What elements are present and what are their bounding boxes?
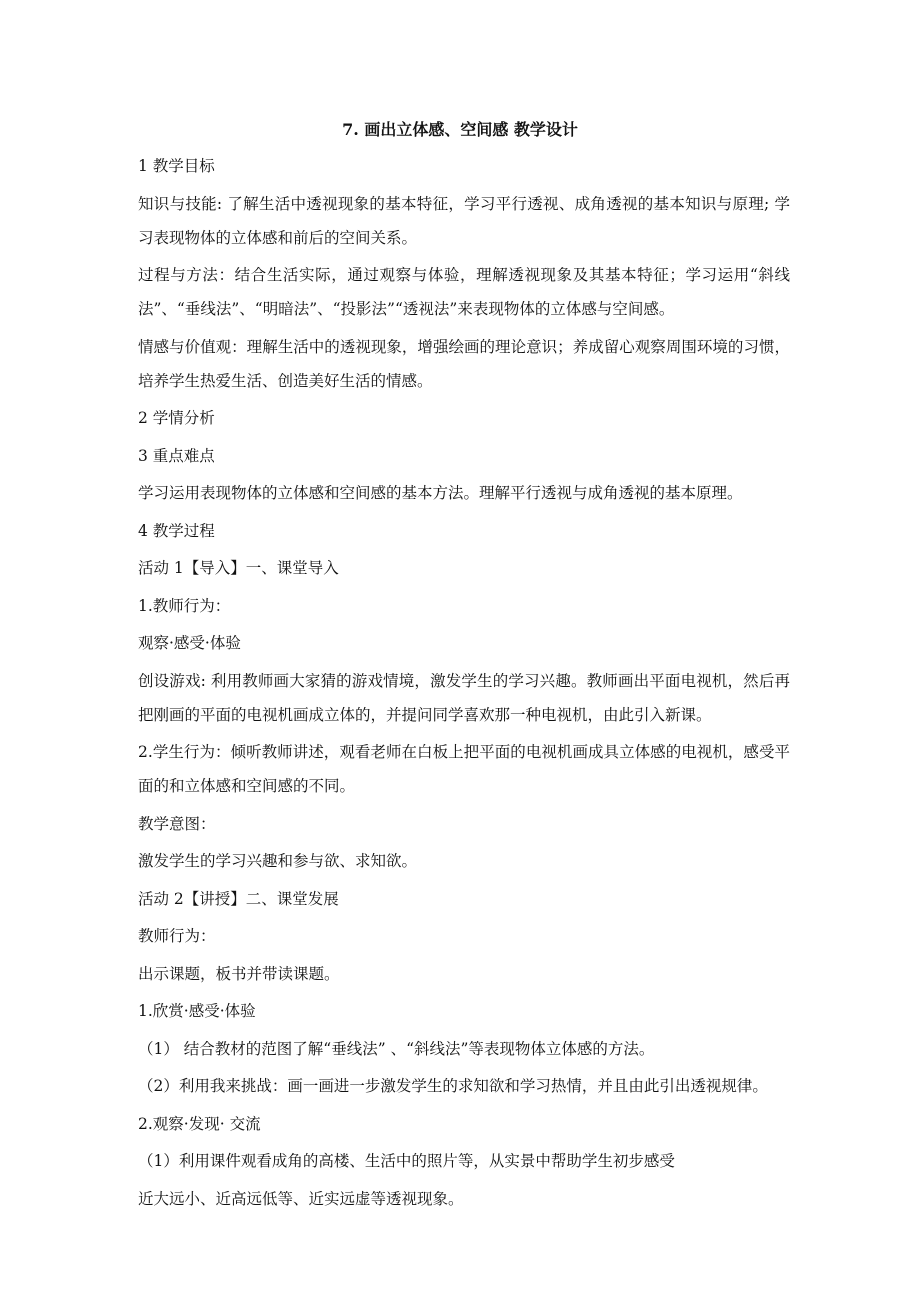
observe-feel-experience: 观察·感受·体验 (138, 634, 241, 652)
perspective-phenomena-text: 近大远小、近高远低等、近实远虚等透视现象。 (138, 1189, 464, 1208)
paragraph-create-game: 创设游戏: 利用教师画大家猜的游戏情境，激发学生的学习兴趣。教师画出平面电视机，然后再把刚画的平面的电视机画成立体的，并提问同学喜欢那一种电视机，由此引入新课。 (138, 671, 790, 724)
teacher-behavior-heading-2: 教师行为： (138, 927, 216, 945)
document-body (138, 156, 790, 1226)
observe-discover-communicate: 2.观察·发现· 交流 (138, 1114, 261, 1133)
activity-1-heading: 活动 1【导入】一、课堂导入 (138, 559, 339, 577)
item-1-methods: （1） 结合教材的范图了解“垂线法” 、“斜线法”等表现物体立体感的方法。 (138, 1039, 655, 1058)
heading-teaching-process: 4 教学过程 (138, 521, 215, 540)
paragraph-knowledge-skills: 知识与技能: 了解生活中透视现象的基本特征，学习平行透视、成角透视的基本知识与原理; 学习表现物体的立体感和前后的空间关系。 (138, 194, 790, 247)
teaching-intention-heading: 教学意图： (138, 814, 216, 833)
heading-student-analysis: 2 学情分析 (138, 409, 215, 427)
document-title: 7. 画出立体感、空间感 教学设计 (342, 120, 578, 139)
paragraph-key-difficulties: 学习运用表现物体的立体感和空间感的基本方法。理解平行透视与成角透视的基本原理。 (138, 484, 743, 502)
heading-key-difficulties: 3 重点难点 (138, 446, 215, 465)
appreciate-feel-experience: 1.欣赏·感受·体验 (138, 1002, 256, 1020)
teaching-intention-text: 激发学生的学习兴趣和参与欲、求知欲。 (138, 852, 418, 870)
item-2-challenge: （2）利用我来挑战：画一画进一步激发学生的求知欲和学习热情，并且由此引出透视规律。 (138, 1077, 768, 1095)
item-courseware: （1）利用课件观看成角的高楼、生活中的照片等，从实景中帮助学生初步感受 (138, 1152, 675, 1170)
paragraph-student-behavior: 2.学生行为：倾听教师讲述，观看老师在白板上把平面的电视机画成具立体感的电视机，感受平面的和立体感和空间感的不同。 (138, 743, 790, 795)
show-topic-text: 出示课题，板书并带读课题。 (138, 964, 340, 983)
paragraph-emotion-values: 情感与价值观：理解生活中的透视现象，增强绘画的理论意识；养成留心观察周围环境的习惯，培养学生热爱生活、创造美好生活的情感。 (138, 337, 790, 390)
teacher-behavior-heading: 1.教师行为： (138, 596, 231, 615)
heading-teaching-goals: 1 教学目标 (138, 157, 215, 175)
activity-2-heading: 活动 2【讲授】二、课堂发展 (138, 889, 339, 908)
paragraph-process-methods: 过程与方法：结合生活实际，通过观察与体验，理解透视现象及其基本特征；学习运用“斜线法”、“垂线法”、“明暗法”、“投影法”“透视法”来表现物体的立体感与空间感。 (138, 266, 790, 318)
